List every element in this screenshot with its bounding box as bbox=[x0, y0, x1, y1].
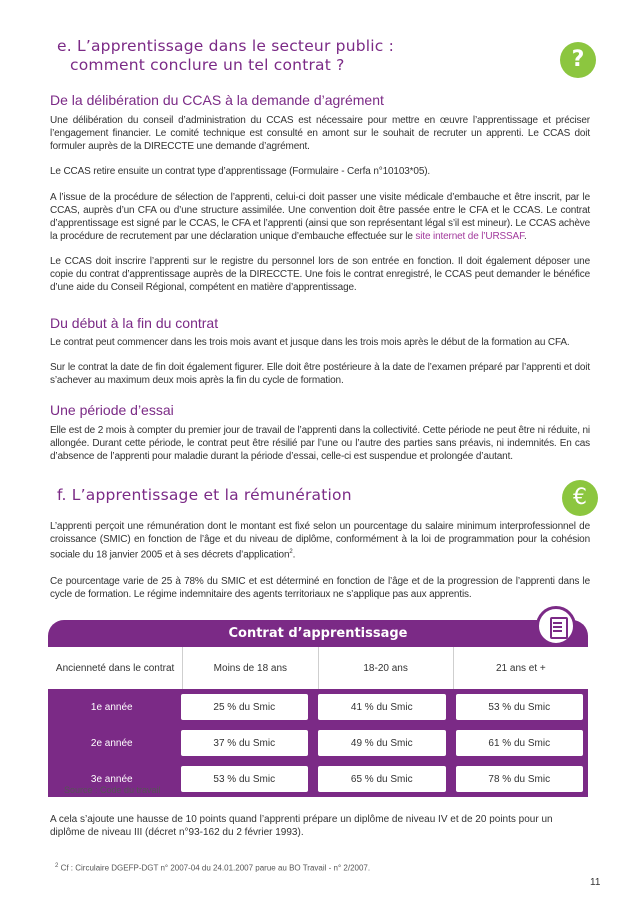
section-e-title-line1: e. L’apprentissage dans le secteur public : bbox=[57, 37, 395, 55]
table-title: Contrat d’apprentissage bbox=[48, 620, 588, 647]
table-cell: 37 % du Smic bbox=[181, 730, 309, 756]
table-row bbox=[48, 725, 588, 761]
subheading-debut-fin: Du début à la fin du contrat bbox=[50, 315, 219, 331]
year-cell: 2e année bbox=[90, 737, 133, 749]
table-source: Source : Code du travail bbox=[64, 785, 161, 795]
paragraph-text: A l’issue de la procédure de sélection de l’apprenti, celui-ci doit passer une visite médicale d’embauche et être inscrit, par le CCAS, auprès d’un CFA ou d’une structure assimilée. Une convention doit être passée entre le CFA et le CCAS. Le contrat d’apprentissage est signé par le CCAS, le CFA et l’apprenti (ainsi que son représentant légal s’il est mineur). Le CCAS achève la procédure de recrutement par une déclaration unique d’embauche effectuée sur le bbox=[50, 192, 590, 242]
paragraph-end: . bbox=[523, 231, 527, 242]
subheading-deliberation: De la délibération du CCAS à la demande d’agrément bbox=[50, 92, 384, 108]
paragraph: Le contrat peut commencer dans les trois mois avant et jusque dans les trois mois après le début de la formation au CFA. bbox=[50, 337, 570, 348]
paragraph: Une délibération du conseil d’administration du CCAS est nécessaire pour mettre en œuvre l’apprentissage et préciser l’engagement financier. Le comité technique est consulté en amont sur le souhait de recruter un apprenti. Le CCAS doit formuler auprès de la DIRECCTE une demande d’agrément. bbox=[50, 115, 590, 152]
table-cell: 53 % du Smic bbox=[181, 766, 309, 792]
table-cell: 61 % du Smic bbox=[456, 730, 584, 756]
euro-icon: € bbox=[562, 480, 598, 516]
question-icon: ? bbox=[560, 42, 596, 78]
footnote-ref: 2 bbox=[289, 549, 293, 555]
paragraph-end: . bbox=[292, 549, 296, 561]
year-cell: 1e année bbox=[90, 701, 133, 713]
footnote bbox=[55, 863, 370, 873]
year-cell: 3e année bbox=[90, 773, 133, 785]
header-cell: 21 ans et + bbox=[495, 662, 546, 674]
header-cell: Moins de 18 ans bbox=[183, 647, 318, 689]
table-cell: 53 % du Smic bbox=[456, 694, 584, 720]
urssaf-link[interactable]: site internet de l’URSSAF bbox=[415, 231, 524, 242]
paragraph: Le CCAS doit inscrire l’apprenti sur le registre du personnel lors de son entrée en fonction. Il doit également déposer une copie du contrat d’apprentissage auprès de la DIRECCTE. Une fois le contrat enregistré, le CCAS peut demander le bénéfice d’une aide du Conseil Régional, compétent en matière d’apprentissage. bbox=[50, 256, 590, 293]
footnote-mark: 2 bbox=[55, 863, 59, 869]
section-e-title bbox=[57, 37, 394, 75]
section-f-title: f. L’apprentissage et la rémunération bbox=[57, 486, 352, 504]
table-cell: 41 % du Smic bbox=[318, 694, 446, 720]
table-cell: 25 % du Smic bbox=[181, 694, 309, 720]
table-cell: 65 % du Smic bbox=[318, 766, 446, 792]
table-cell: 78 % du Smic bbox=[456, 766, 584, 792]
header-cell: Ancienneté dans le contrat bbox=[48, 647, 183, 689]
table-cell: 49 % du Smic bbox=[318, 730, 446, 756]
section-e-title-line2: comment conclure un tel contrat ? bbox=[70, 56, 345, 74]
subheading-periode-essai: Une période d’essai bbox=[50, 402, 174, 418]
paragraph bbox=[50, 520, 590, 561]
paragraph: Sur le contrat la date de fin doit également figurer. Elle doit être postérieure à la date de l’examen préparé par l’apprenti et doit s’achever au maximum deux mois après la fin du cycle de formation. bbox=[50, 362, 590, 386]
paragraph: Ce pourcentage varie de 25 à 78% du SMIC et est déterminé en fonction de l’âge et de la progression de l’apprenti dans le cycle de formation. Le régime indemnitaire des agents territoriaux ne s’applique pas aux apprentis. bbox=[50, 576, 590, 600]
paragraph bbox=[50, 191, 590, 243]
paragraph: Elle est de 2 mois à compter du premier jour de travail de l’apprenti dans la collectivité. Cette période ne peut être ni réduite, ni allongée. Durant cette période, le contrat peut être résilié par l’une ou l’autre des parties sans préavis, ni indemnités. En cas d’absence de l’apprenti pour maladie durant la période d’essai, celle-ci est suspendue et prolongée d’autant. bbox=[50, 425, 590, 462]
table-header-row bbox=[48, 647, 588, 689]
document-icon bbox=[536, 606, 576, 646]
table-row bbox=[48, 689, 588, 725]
salary-table bbox=[48, 620, 588, 797]
header-cell: 18-20 ans bbox=[319, 647, 454, 689]
paragraph-text: L’apprenti perçoit une rémunération dont le montant est fixé selon un pourcentage du salaire minimum interprofessionnel de croissance (SMIC) en fonction de l’âge et du niveau de diplôme, conformément à la loi de programmation pour la cohésion sociale du 18 janvier 2005 et à ses décrets d’application bbox=[50, 521, 590, 561]
note: A cela s’ajoute une hausse de 10 points quand l’apprenti prépare un diplôme de niveau IV et de 20 points pour un diplôme de niveau III (décret n°93-162 du 2 février 1993). bbox=[50, 814, 553, 838]
footnote-text: Cf : Circulaire DGEFP-DGT n° 2007-04 du 24.01.2007 parue au BO Travail - n° 2/2007. bbox=[60, 863, 371, 873]
paragraph: Le CCAS retire ensuite un contrat type d’apprentissage (Formulaire - Cerfa n°10103*05). bbox=[50, 166, 431, 177]
page-number: 11 bbox=[590, 877, 601, 888]
